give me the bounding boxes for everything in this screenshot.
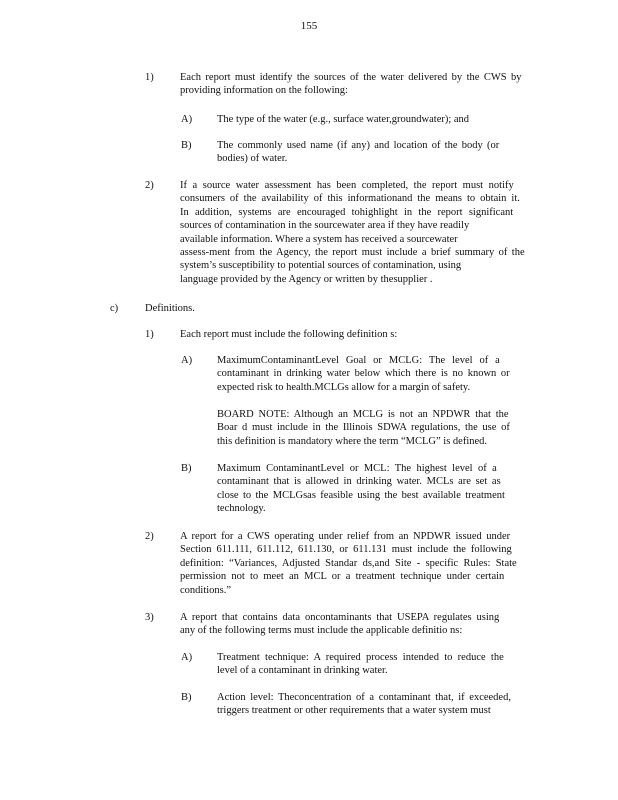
text-line: close to the MCLGsas feasible using the best available treatment <box>217 489 505 501</box>
text-line: Each report must include the following definition s: <box>180 329 398 340</box>
text-line: any of the following terms must include the applicable definitio ns: <box>180 625 463 637</box>
text-line: definition: “Variances, Adjusted Standar ds,and Site - specific Rules: State <box>180 557 517 569</box>
item-text <box>180 530 533 597</box>
item-text <box>180 328 430 341</box>
text-line: A report that contains data oncontaminants that USEPA regulates using <box>180 612 500 623</box>
text-line: level of a contaminant in drinking water. <box>217 665 388 677</box>
item-label: B) <box>181 463 192 474</box>
text-line: bodies) of water. <box>217 153 288 165</box>
item-label: A) <box>181 652 193 663</box>
item-text <box>145 302 345 315</box>
item-label: 1) <box>145 329 154 340</box>
text-line: available information. Where a system has received a sourcewater <box>180 233 458 245</box>
item-label: c) <box>110 303 119 314</box>
item-text <box>217 651 525 678</box>
item-label: 3) <box>145 612 154 623</box>
text-line: Section 611.111, 611.112, 611.130, or 611.131 must include the following <box>180 544 512 556</box>
page-number: 155 <box>300 20 318 32</box>
text-line: Action level: Theconcentration of a contaminant that, if exceeded, <box>217 692 511 703</box>
text-line: consumers of the availability of this informationand the means to obtain it. <box>180 193 520 205</box>
text-line: BOARD NOTE: Although an MCLG is not an NPDWR that the <box>217 409 509 420</box>
text-line: contaminant that is allowed in drinking water. MCLs are set as <box>217 476 501 488</box>
text-line: conditions.” <box>180 584 232 596</box>
text-line: Boar d must include in the Illinois SDWA regulations, the use of <box>217 422 510 434</box>
text-line: system’s susceptibility to potential sources of contamination, using <box>180 260 462 272</box>
text-line: language provided by the Agency or written by thesupplier . <box>180 273 433 285</box>
text-line: Each report must identify the sources of the water delivered by the CWS by <box>180 72 522 83</box>
text-line: permission not to meet an MCL or a treatment technique under certain <box>180 571 505 583</box>
text-line: MaximumContaminantLevel Goal or MCLG: The level of a <box>217 355 500 366</box>
item-label: B) <box>181 140 192 151</box>
text-line: this definition is mandatory where the term “MCLG” is defined. <box>217 435 488 447</box>
text-line: contaminant in drinking water below which there is no known or <box>217 368 510 380</box>
item-label: 1) <box>145 72 154 83</box>
item-text <box>217 113 517 126</box>
item-label: 2) <box>145 531 154 542</box>
text-line: Maximum ContaminantLevel or MCL: The highest level of a <box>217 463 497 474</box>
text-line: In addition, systems are encouraged tohighlight in the report significant <box>180 206 514 218</box>
item-label: A) <box>181 355 193 366</box>
text-line: expected risk to health.MCLGs allow for a margin of safety. <box>217 381 471 393</box>
item-text <box>217 354 530 394</box>
text-line: assess-ment from the Agency, the report must include a brief summary of the <box>180 247 525 259</box>
item-text <box>217 462 519 516</box>
item-text <box>217 139 517 166</box>
item-text <box>180 71 545 98</box>
item-text <box>180 179 546 286</box>
item-text <box>180 611 520 638</box>
item-text <box>217 691 527 718</box>
item-label: B) <box>181 692 192 703</box>
text-line: technology. <box>217 503 266 515</box>
text-line: The commonly used name (if any) and location of the body (or <box>217 140 500 151</box>
item-label: 2) <box>145 180 154 191</box>
note-text <box>217 408 530 448</box>
text-line: The type of the water (e.g., surface water,groundwater); and <box>217 114 470 125</box>
text-line: triggers treatment or other requirements that a water system must <box>217 705 491 717</box>
text-line: Definitions. <box>145 303 195 314</box>
text-line: A report for a CWS operating under relief from an NPDWR issued under <box>180 531 511 542</box>
text-line: sources of contamination in the sourcewater area if they have readily <box>180 220 470 232</box>
text-line: Treatment technique: A required process intended to reduce the <box>217 652 504 663</box>
text-line: providing information on the following: <box>180 85 348 97</box>
text-line: If a source water assessment has been completed, the report must notify <box>180 180 514 191</box>
item-label: A) <box>181 114 193 125</box>
